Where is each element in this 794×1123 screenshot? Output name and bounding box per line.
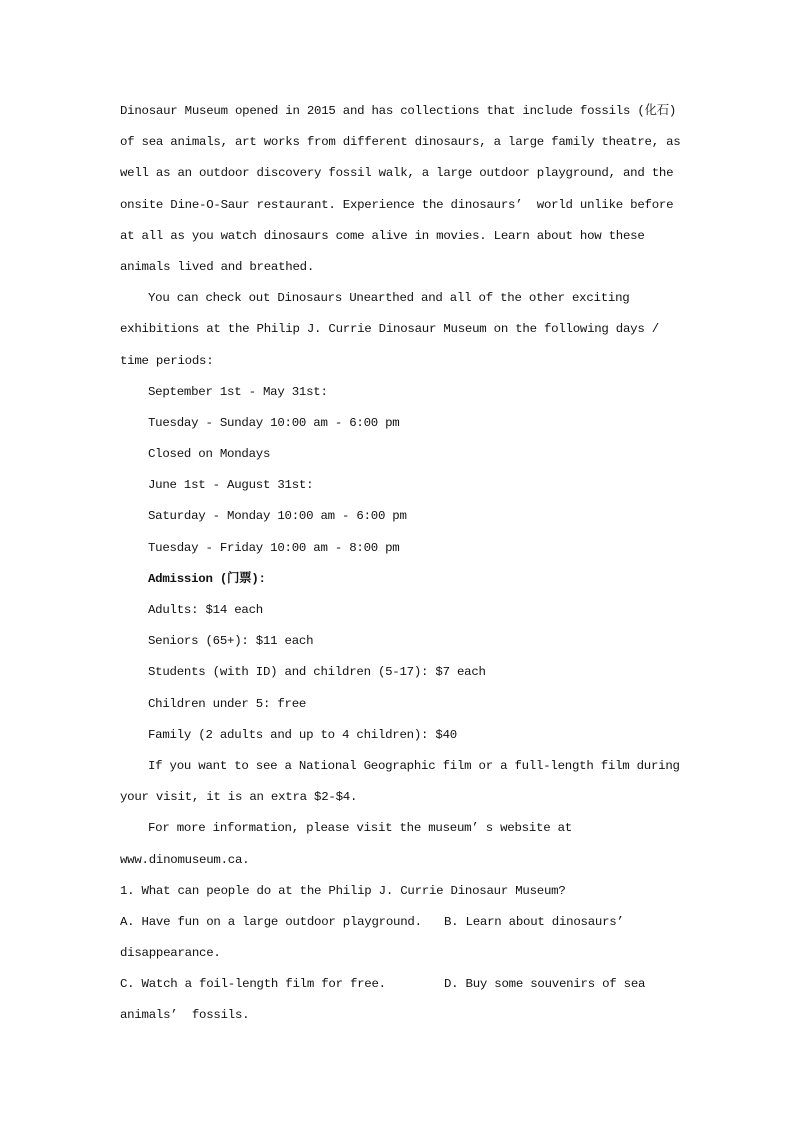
- option-b-continuation: disappearance.: [120, 946, 221, 961]
- text-line: For more information, please visit the museum’ s website at: [148, 821, 572, 836]
- schedule-item: Tuesday - Sunday 10:00 am - 6:00 pm: [148, 415, 400, 430]
- admission-item: Adults: $14 each: [148, 603, 263, 617]
- text-line: If you want to see a National Geographic film or a full-length film during: [148, 758, 680, 773]
- schedule-item: Saturday - Monday 10:00 am - 6:00 pm: [148, 509, 407, 524]
- text-line: well as an outdoor discovery fossil walk, a large outdoor playground, and the: [120, 166, 674, 181]
- admission-item: Children under 5: free: [148, 696, 307, 711]
- admission-section: [120, 564, 680, 751]
- text-line: your visit, it is an extra $2-$4.: [120, 790, 358, 805]
- paragraph-film: [120, 751, 680, 813]
- text-line: onsite Dine-O-Saur restaurant. Experience the dinosaurs’ world unlike before: [120, 197, 674, 212]
- admission-heading: Admission (门票):: [148, 571, 266, 586]
- admission-item: Students (with ID) and children (5-17): $7 each: [148, 665, 486, 680]
- options-row-cd: [120, 969, 680, 1000]
- schedule-list: [120, 377, 680, 564]
- paragraph-exhibitions: [120, 283, 680, 377]
- question-block: [120, 876, 680, 1032]
- text-line: of sea animals, art works from different dinosaurs, a large family theatre, as: [120, 135, 681, 150]
- schedule-item: June 1st - August 31st:: [148, 478, 314, 493]
- text-line: animals lived and breathed.: [120, 259, 315, 274]
- text-line: time periods:: [120, 353, 214, 368]
- option-d: D. Buy some souvenirs of sea: [444, 977, 646, 992]
- website-url: www.dinomuseum.ca.: [120, 852, 250, 867]
- text-line: exhibitions at the Philip J. Currie Dinosaur Museum on the following days /: [120, 322, 659, 337]
- paragraph-website: [120, 813, 680, 875]
- text-line: at all as you watch dinosaurs come alive in movies. Learn about how these: [120, 228, 645, 243]
- question-stem: 1. What can people do at the Philip J. Currie Dinosaur Museum?: [120, 883, 566, 898]
- option-b: B. Learn about dinosaurs’: [444, 914, 624, 929]
- admission-item: Seniors (65+): $11 each: [148, 634, 314, 649]
- text-line: You can check out Dinosaurs Unearthed and all of the other exciting: [148, 291, 630, 306]
- schedule-item: September 1st - May 31st:: [148, 384, 328, 399]
- schedule-item: Tuesday - Friday 10:00 am - 8:00 pm: [148, 540, 400, 555]
- text-line: Dinosaur Museum opened in 2015 and has collections that include fossils (化石): [120, 104, 677, 118]
- option-d-continuation: animals’ fossils.: [120, 1008, 250, 1023]
- document-page: [120, 96, 680, 1032]
- option-a: A. Have fun on a large outdoor playground.: [120, 914, 422, 929]
- admission-item: Family (2 adults and up to 4 children): $40: [148, 727, 457, 742]
- options-row-ab: [120, 907, 680, 938]
- schedule-item: Closed on Mondays: [148, 447, 271, 462]
- paragraph-intro: [120, 96, 680, 283]
- option-c: C. Watch a foil-length film for free.: [120, 977, 386, 992]
